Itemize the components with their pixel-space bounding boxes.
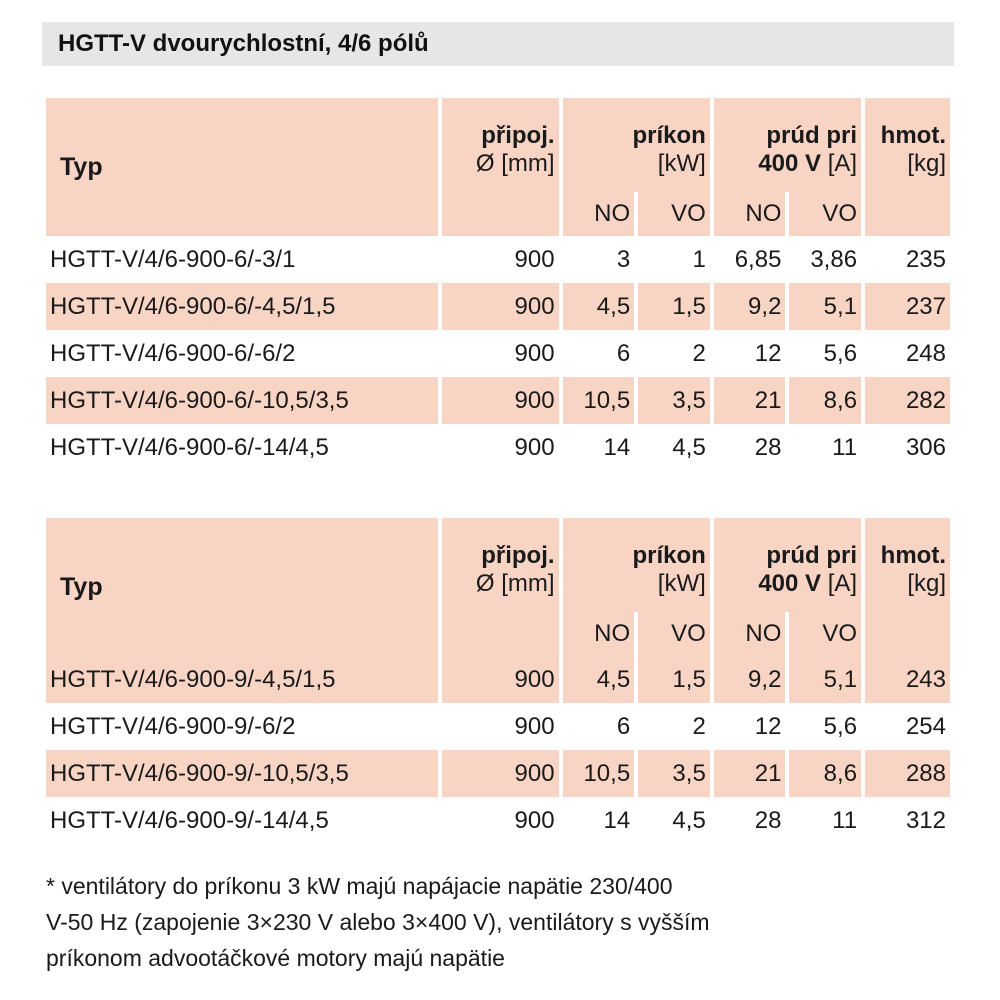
cell-prud-no: 9,2 bbox=[714, 656, 786, 703]
cell-pripoj: 900 bbox=[514, 712, 555, 740]
cell-prikon-no: 6 bbox=[616, 712, 631, 740]
cell-prikon-vo: 3,5 bbox=[638, 750, 710, 797]
footnote bbox=[46, 868, 946, 976]
table-header-row bbox=[46, 518, 950, 570]
cell-prikon-no: 10,5 bbox=[563, 750, 635, 797]
cell-prud-no: 12 bbox=[754, 712, 782, 740]
cell-prud-vo: 8,6 bbox=[789, 377, 861, 424]
cell-pripoj: 900 bbox=[514, 806, 555, 834]
cell-prikon-vo: 4,5 bbox=[672, 433, 706, 461]
header-hmot-blank bbox=[865, 612, 950, 656]
cell-prikon-no: 14 bbox=[603, 433, 631, 461]
table-row bbox=[46, 797, 950, 844]
header-prikon-unit: [kW] bbox=[563, 150, 710, 192]
cell-prud-vo: 5,6 bbox=[823, 712, 858, 740]
header-prikon-vo: VO bbox=[638, 192, 710, 236]
header-pripoj-blank bbox=[442, 612, 559, 656]
cell-prud-vo: 5,6 bbox=[823, 339, 858, 367]
cell-prud-no: 12 bbox=[754, 339, 782, 367]
cell-prud-vo: 11 bbox=[832, 806, 858, 834]
header-pripoj: připoj. bbox=[442, 98, 559, 150]
header-prud-volt: 400 V bbox=[758, 570, 822, 597]
cell-hmot: 243 bbox=[865, 656, 950, 703]
header-pripoj: připoj. bbox=[442, 518, 559, 570]
cell-pripoj: 900 bbox=[442, 750, 559, 797]
cell-prikon-vo: 4,5 bbox=[672, 806, 706, 834]
cell-prud-vo: 5,1 bbox=[789, 656, 861, 703]
cell-hmot: 306 bbox=[905, 433, 946, 461]
cell-prikon-no: 4,5 bbox=[563, 283, 635, 330]
cell-pripoj: 900 bbox=[442, 377, 559, 424]
table-row bbox=[46, 236, 950, 283]
table-row bbox=[46, 703, 950, 750]
header-pripoj-unit: Ø [mm] bbox=[442, 150, 559, 192]
table-header-row bbox=[46, 98, 950, 150]
header-prud-volt: 400 V bbox=[758, 150, 822, 177]
header-prikon: príkon bbox=[563, 98, 710, 150]
cell-prikon-vo: 2 bbox=[692, 712, 706, 740]
header-typ: Typ bbox=[46, 518, 438, 656]
cell-prud-vo: 8,6 bbox=[789, 750, 861, 797]
table-row bbox=[46, 377, 950, 424]
header-prud-amp: [A] bbox=[827, 570, 858, 597]
section-title: HGTT-V dvourychlostní, 4/6 pólů bbox=[58, 30, 429, 57]
cell-typ: HGTT-V/4/6-900-6/-6/2 bbox=[50, 339, 296, 367]
footnote-line: * ventilátory do príkonu 3 kW majú napájacie napätie 230/400 bbox=[46, 873, 673, 899]
cell-prikon-vo: 1,5 bbox=[638, 656, 710, 703]
spec-table-2 bbox=[42, 518, 954, 844]
cell-typ: HGTT-V/4/6-900-9/-6/2 bbox=[50, 712, 296, 740]
cell-prikon-vo: 1,5 bbox=[638, 283, 710, 330]
cell-typ: HGTT-V/4/6-900-9/-4,5/1,5 bbox=[46, 656, 438, 703]
cell-typ: HGTT-V/4/6-900-9/-14/4,5 bbox=[50, 806, 329, 834]
cell-prud-vo: 3,86 bbox=[810, 245, 858, 273]
table-row bbox=[46, 283, 950, 330]
cell-typ: HGTT-V/4/6-900-6/-10,5/3,5 bbox=[46, 377, 438, 424]
header-prud-vo: VO bbox=[789, 612, 861, 656]
table-row bbox=[46, 656, 950, 703]
cell-prikon-no: 6 bbox=[616, 339, 631, 367]
header-prud-unit bbox=[714, 570, 861, 612]
cell-typ: HGTT-V/4/6-900-6/-14/4,5 bbox=[50, 433, 329, 461]
header-prikon-no: NO bbox=[563, 192, 635, 236]
cell-typ: HGTT-V/4/6-900-9/-10,5/3,5 bbox=[46, 750, 438, 797]
table-row bbox=[46, 330, 950, 377]
cell-hmot: 288 bbox=[865, 750, 950, 797]
cell-pripoj: 900 bbox=[514, 339, 555, 367]
cell-prud-no: 21 bbox=[714, 750, 786, 797]
header-prud-no: NO bbox=[714, 192, 786, 236]
header-prud-unit bbox=[714, 150, 861, 192]
table-row bbox=[46, 750, 950, 797]
header-prud-amp: [A] bbox=[827, 150, 858, 177]
cell-pripoj: 900 bbox=[514, 245, 555, 273]
cell-pripoj: 900 bbox=[442, 283, 559, 330]
cell-prud-vo: 11 bbox=[832, 433, 858, 461]
cell-pripoj: 900 bbox=[514, 433, 555, 461]
cell-pripoj: 900 bbox=[442, 656, 559, 703]
cell-prud-vo: 5,1 bbox=[789, 283, 861, 330]
header-prud: prúd pri bbox=[714, 518, 861, 570]
header-prikon-no: NO bbox=[563, 612, 635, 656]
cell-hmot: 254 bbox=[905, 712, 946, 740]
cell-prikon-vo: 2 bbox=[692, 339, 706, 367]
header-hmot-unit: [kg] bbox=[865, 150, 950, 192]
cell-hmot: 248 bbox=[905, 339, 946, 367]
cell-prikon-no: 4,5 bbox=[563, 656, 635, 703]
cell-prikon-vo: 1 bbox=[692, 245, 706, 273]
header-typ: Typ bbox=[46, 98, 438, 236]
cell-typ: HGTT-V/4/6-900-6/-3/1 bbox=[50, 245, 296, 273]
cell-typ: HGTT-V/4/6-900-6/-4,5/1,5 bbox=[46, 283, 438, 330]
cell-hmot: 237 bbox=[865, 283, 950, 330]
cell-hmot: 235 bbox=[905, 245, 946, 273]
footnote-line: V-50 Hz (zapojenie 3×230 V alebo 3×400 V), ventilátory s vyšším bbox=[46, 909, 710, 935]
header-prikon-unit: [kW] bbox=[563, 570, 710, 612]
cell-prikon-vo: 3,5 bbox=[638, 377, 710, 424]
header-prikon: príkon bbox=[563, 518, 710, 570]
header-prikon-vo: VO bbox=[638, 612, 710, 656]
cell-hmot: 312 bbox=[905, 806, 946, 834]
cell-hmot: 282 bbox=[865, 377, 950, 424]
header-prud-vo: VO bbox=[789, 192, 861, 236]
cell-prud-no: 21 bbox=[714, 377, 786, 424]
header-pripoj-blank bbox=[442, 192, 559, 236]
section-title-bar bbox=[42, 22, 954, 66]
cell-prud-no: 6,85 bbox=[734, 245, 782, 273]
cell-prikon-no: 14 bbox=[603, 806, 631, 834]
cell-prud-no: 28 bbox=[754, 433, 782, 461]
header-pripoj-unit: Ø [mm] bbox=[442, 570, 559, 612]
header-hmot-blank bbox=[865, 192, 950, 236]
cell-prikon-no: 10,5 bbox=[563, 377, 635, 424]
header-prud-no: NO bbox=[714, 612, 786, 656]
table-row bbox=[46, 424, 950, 471]
spec-table-1 bbox=[42, 98, 954, 471]
header-hmot-unit: [kg] bbox=[865, 570, 950, 612]
cell-prud-no: 9,2 bbox=[714, 283, 786, 330]
cell-prud-no: 28 bbox=[754, 806, 782, 834]
cell-prikon-no: 3 bbox=[616, 245, 631, 273]
header-prud: prúd pri bbox=[714, 98, 861, 150]
header-hmot: hmot. bbox=[865, 98, 950, 150]
header-hmot: hmot. bbox=[865, 518, 950, 570]
footnote-line: príkonom advootáčkové motory majú napätie bbox=[46, 945, 505, 971]
